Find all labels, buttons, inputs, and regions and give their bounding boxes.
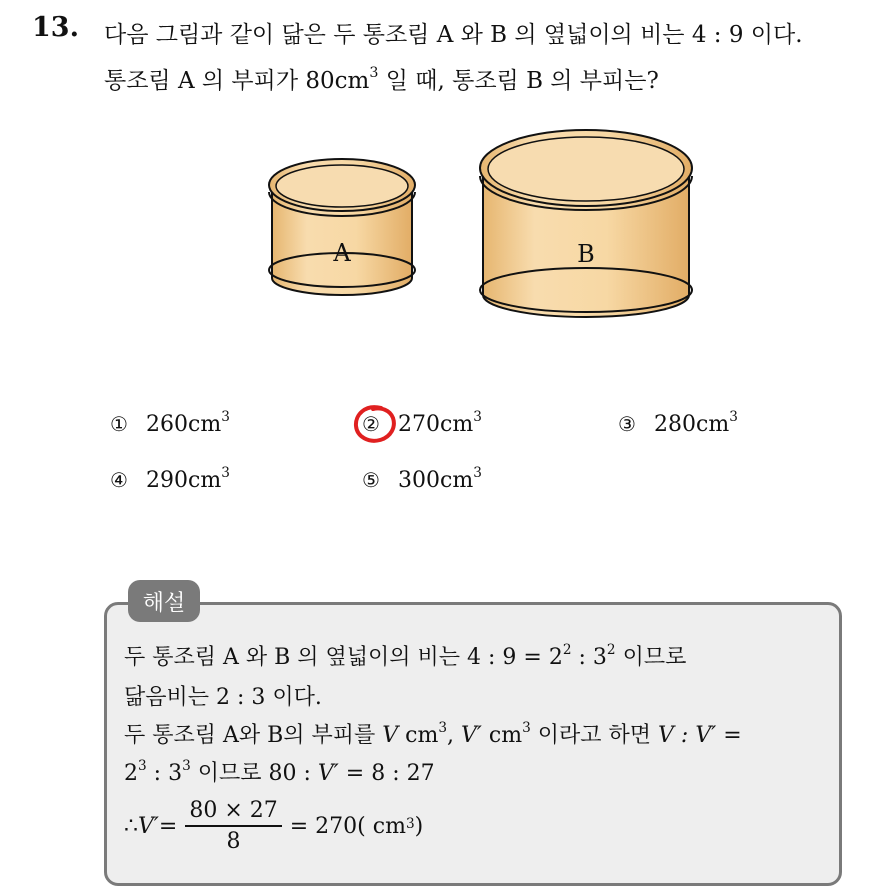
solution-line-5: ∴ V′ = $\frac{80 \times 27}{8}$ = 270( cm $^3$ )	[124, 798, 424, 854]
fraction-numerator: 80 × 27	[185, 798, 281, 827]
choice-3[interactable]: ③ $280cm^3$	[618, 408, 738, 437]
choice-1[interactable]: ① $260cm^3$	[110, 408, 230, 437]
solution-line-1: 두 통조림 A 와 B 의 옆넓이의 비는 4 : $9 = 2^2$ : $3^2$ 이므로	[124, 641, 687, 670]
solution-line-4: $2^3$ : $3^3$ 이므로 80 : V′ = 8 : 27	[124, 757, 435, 786]
cans-figure	[255, 120, 705, 340]
can-a-icon	[269, 159, 415, 295]
can-a-label: A	[333, 239, 351, 267]
choice-4[interactable]: ④ $290cm^3$	[110, 464, 230, 493]
can-b-label: B	[577, 240, 595, 268]
question-number: 13.	[32, 12, 79, 43]
question-line-1: 다음 그림과 같이 닮은 두 통조림 A 와 B 의 옆넓이의 비는 4 : 9 이다.	[104, 22, 803, 48]
choice-2[interactable]: ② $270cm^3$	[362, 408, 482, 437]
solution-line-2: 닮음비는 2 : 3 이다.	[124, 685, 322, 710]
solution-fraction	[185, 798, 281, 854]
solution-tag: 해설	[128, 580, 200, 622]
answer-circle-icon	[351, 403, 399, 445]
solution-line-3: 두 통조림 A와 B의 부피를 V $cm^3$, V′ $cm^3$ 이라고 하면 V : V′ =	[124, 719, 742, 748]
question-line-2: 통조림 A 의 부피가 $80cm^3$ 일 때, 통조림 B 의 부피는?	[104, 65, 659, 94]
fraction-denominator: 8	[226, 829, 241, 854]
can-b-icon	[480, 130, 692, 317]
choice-5[interactable]: ⑤ $300cm^3$	[362, 464, 482, 493]
